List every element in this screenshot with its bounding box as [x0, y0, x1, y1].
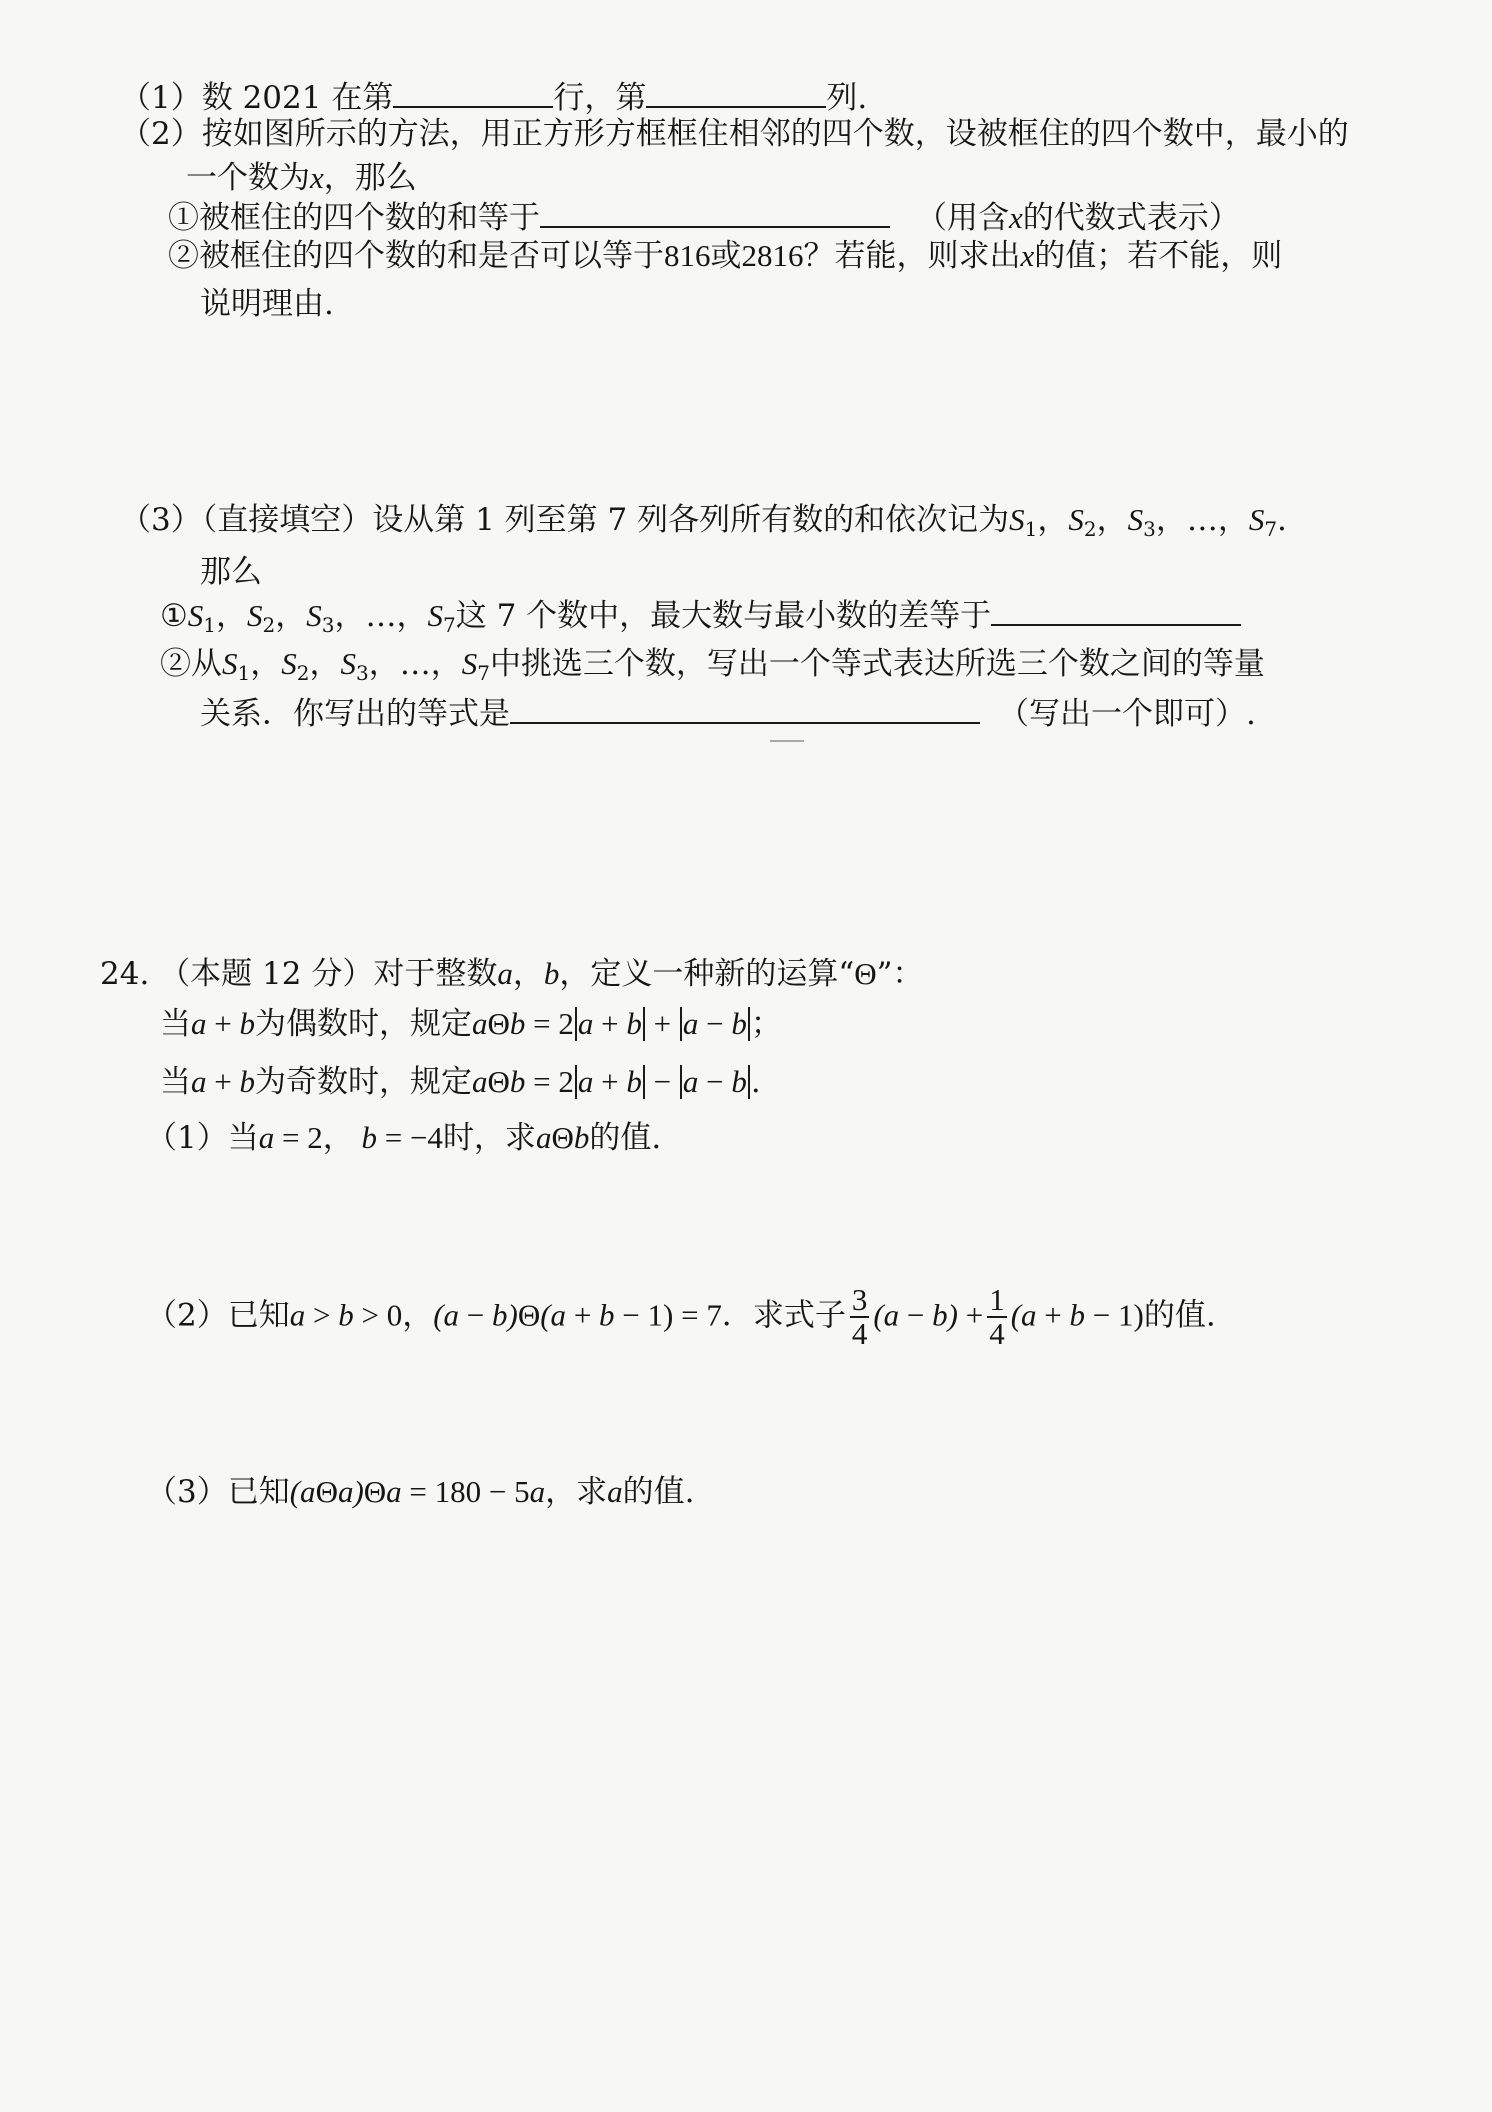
expr-rule-odd: aΘb = 2 a + b − a − b: [472, 1064, 751, 1099]
ellipsis: …: [365, 598, 397, 634]
q24-part2-line: [146, 1284, 1216, 1350]
q24-part2-text-c: 的值.: [1143, 1297, 1216, 1334]
q23-part2-i-note-end: 的代数式表示）: [1022, 200, 1240, 236]
rule-even-text: 为偶数时，规定: [254, 1006, 472, 1042]
variable-b: b: [543, 956, 560, 991]
circled-1: ①: [160, 598, 188, 634]
subscript-1: 1: [237, 661, 251, 685]
q23-part3-text-a: （直接填空）设从第 1 列至第 7 列各列所有数的和依次记为: [201, 502, 1010, 538]
q24-part2-text-b: ．求式子: [721, 1297, 846, 1334]
subscript-2: 2: [296, 661, 310, 685]
ellipsis: …: [1186, 502, 1218, 538]
q24-rule-even-line: [160, 1004, 782, 1044]
q24-part2-label: （2）: [146, 1297, 228, 1334]
separator: ，: [396, 598, 428, 634]
q23-part3-i-tail: 这 7 个数中，最大数与最小数的差等于: [455, 598, 992, 634]
fraction-denominator: 4: [851, 1316, 868, 1351]
separator: ，: [512, 956, 544, 992]
variable-x: x: [310, 160, 324, 195]
q23-part3-label: （3）: [120, 502, 202, 538]
period: .: [1277, 502, 1287, 538]
q23-part3-ii-line2: [200, 692, 1256, 734]
separator: ，: [1155, 502, 1187, 538]
separator: ，: [1217, 502, 1249, 538]
scan-speck: [770, 740, 804, 742]
q23-part2-line1: [120, 114, 1349, 154]
fraction-denominator: 4: [989, 1316, 1005, 1351]
subscript-7: 7: [477, 661, 490, 685]
q23-part3-i-line: [160, 594, 1241, 645]
subscript-7: 7: [1264, 517, 1278, 541]
q23-part3-line1: [120, 500, 1287, 549]
separator: ，: [309, 646, 341, 682]
q23-part2-line2-tail: ，那么: [323, 160, 417, 196]
fraction-numerator: 1: [989, 1282, 1005, 1317]
symbol-s: S: [281, 646, 297, 681]
subscript-3: 3: [1143, 517, 1156, 541]
q23-part3-line2-text: 那么: [200, 554, 262, 590]
q24-part3-text-c: 的值.: [622, 1474, 695, 1510]
fraction-one-quarter: [987, 1284, 1007, 1350]
q24-part1-text-b: 时，求: [442, 1120, 536, 1156]
expr-a-minus-b: (a − b) +: [873, 1297, 984, 1333]
expr-a-theta-b: aΘb: [535, 1120, 590, 1155]
variable-a: a: [497, 956, 513, 991]
symbol-s: S: [1248, 502, 1265, 537]
q24-header-line: [100, 954, 923, 994]
symbol-s: S: [247, 598, 263, 633]
q24-part1-label: （1）: [146, 1120, 228, 1156]
word-or: 或: [710, 238, 742, 274]
q24-part3-line: [146, 1472, 695, 1512]
separator: ，: [368, 646, 400, 682]
q23-part2-i-note: （用含: [916, 200, 1009, 236]
answer-blank-column[interactable]: [646, 76, 826, 108]
theta-operator: Θ: [854, 956, 877, 991]
rule-odd-text: 为奇数时，规定: [254, 1064, 472, 1100]
q24-part1-line: [146, 1118, 661, 1158]
subscript-1: 1: [1024, 517, 1038, 541]
q23-part2-label: （2）: [120, 116, 202, 152]
q24-part3-text-a: 已知: [227, 1474, 290, 1510]
expr-a-theta-a-theta-a: (aΘa)Θa = 180 − 5a: [289, 1474, 546, 1509]
symbol-s: S: [1009, 502, 1025, 537]
q23-part2-ii-text-c: 的值；若不能，则: [1034, 238, 1283, 274]
q24-rule-odd-line: [160, 1062, 761, 1102]
ellipsis: …: [399, 646, 431, 682]
q23-part3-line2: [200, 552, 262, 592]
subscript-2: 2: [262, 613, 276, 637]
q24-part2-text-a: 已知: [227, 1297, 290, 1334]
symbol-s: S: [427, 598, 443, 633]
variable-x: x: [1009, 200, 1023, 235]
q23-part1-text-a: 数 2021 在第: [201, 80, 394, 116]
q23-part2-i-text: ①被框住的四个数的和等于: [168, 200, 540, 236]
q24-part1-text-a: 当: [227, 1120, 259, 1156]
answer-blank-difference[interactable]: [991, 594, 1241, 626]
q23-part2-ii-line2-text: 说明理由.: [200, 286, 334, 322]
q23-part2-line1-text: 按如图所示的方法，用正方形方框框住相邻的四个数，设被框住的四个数中，最小的: [201, 116, 1349, 152]
separator: ，: [334, 598, 366, 634]
symbol-s: S: [187, 598, 204, 633]
q24-part1-text-c: 的值.: [589, 1120, 662, 1156]
separator: ，: [216, 598, 248, 634]
expr-a-plus-b: a + b: [191, 1064, 255, 1099]
q23-part1-text-b: 行，第: [553, 80, 647, 116]
q24-number: 24.: [100, 956, 150, 992]
answer-blank-equation[interactable]: [510, 692, 980, 724]
q23-part2-i-line: [168, 196, 1240, 238]
rule-odd-end: .: [750, 1064, 761, 1100]
answer-blank-sum[interactable]: [540, 196, 890, 228]
variable-x: x: [1020, 238, 1035, 273]
rule-even-when: 当: [160, 1006, 191, 1042]
separator: ，: [250, 646, 282, 682]
number-2816: 2816: [741, 238, 804, 273]
q24-part3-text-b: ，求: [545, 1474, 608, 1510]
symbol-s: S: [1068, 502, 1084, 537]
separator: ，: [1096, 502, 1128, 538]
expr-a-equals-2: a = 2， b = −4: [258, 1120, 443, 1155]
expr-a-plus-b: a + b: [191, 1006, 255, 1041]
q23-part2-ii-text-b: ？若能，则求出: [803, 238, 1021, 274]
q23-part3-ii-tail: 中挑选三个数，写出一个等式表达所选三个数之间的等量: [489, 646, 1265, 682]
answer-blank-row[interactable]: [393, 76, 553, 108]
variable-a: a: [607, 1474, 623, 1509]
q24-header-text-b: ，定义一种新的运算“: [559, 956, 855, 992]
symbol-s: S: [222, 646, 238, 681]
number-816: 816: [664, 238, 711, 273]
rule-odd-when: 当: [160, 1064, 191, 1100]
fraction-three-quarters: [850, 1284, 870, 1350]
subscript-2: 2: [1083, 517, 1097, 541]
q23-part3-ii-note: （写出一个即可）.: [998, 696, 1256, 732]
q24-header-text-c: ”：: [876, 956, 924, 992]
subscript-1: 1: [203, 613, 217, 637]
expr-a-gt-b-gt-0: a > b > 0，(a − b)Θ(a + b − 1) = 7: [289, 1297, 722, 1333]
expr-rule-even: aΘb = 2 a + b + a − b: [472, 1006, 751, 1041]
symbol-s: S: [1127, 502, 1144, 537]
symbol-s: S: [306, 598, 322, 633]
q23-part1-label: （1）: [120, 80, 202, 116]
q24-part3-label: （3）: [146, 1474, 228, 1510]
separator: ，: [430, 646, 462, 682]
subscript-7: 7: [443, 613, 456, 637]
symbol-s: S: [340, 646, 356, 681]
q23-part2-ii-line1: [168, 236, 1282, 276]
q23-part2-ii-text-a: ②被框住的四个数的和是否可以等于: [168, 238, 664, 274]
q23-part2-line2-text: 一个数为: [186, 160, 310, 196]
q24-header-text-a: （本题 12 分）对于整数: [159, 956, 498, 992]
subscript-3: 3: [321, 613, 335, 637]
q23-part3-ii-line2-text: 关系．你写出的等式是: [200, 696, 510, 732]
separator: ，: [275, 598, 307, 634]
rule-even-end: ；: [750, 1006, 782, 1042]
symbol-s: S: [461, 646, 478, 681]
q23-part2-ii-line2: [200, 284, 334, 324]
q23-part2-line2: [186, 158, 417, 198]
subscript-3: 3: [355, 661, 369, 685]
q23-part3-ii-line1: [160, 644, 1265, 693]
circled-2: ②从: [160, 646, 222, 682]
q23-part1-line: [120, 76, 867, 118]
fraction-numerator: 3: [851, 1282, 868, 1317]
q23-part1-text-c: 列.: [826, 80, 868, 116]
expr-a-plus-b-minus-1: (a + b − 1): [1010, 1297, 1144, 1333]
separator: ，: [1037, 502, 1069, 538]
